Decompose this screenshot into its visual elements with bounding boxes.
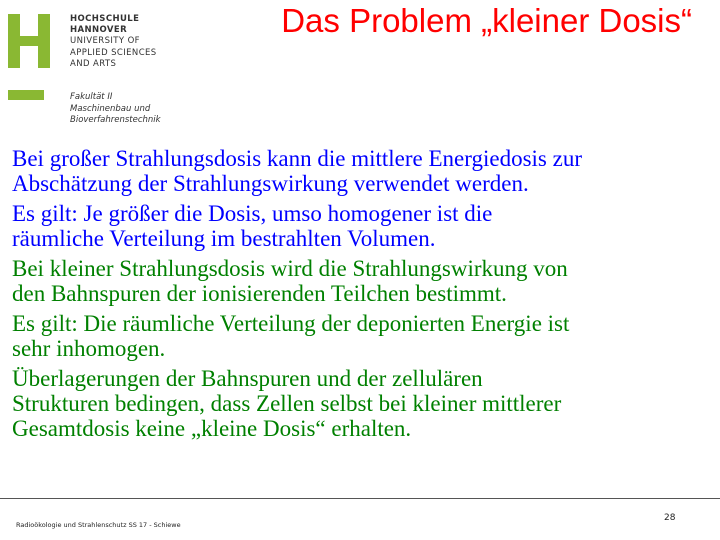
paragraph-large-dose xyxy=(12,146,718,196)
institution-name xyxy=(70,14,157,70)
paragraph-overlap xyxy=(12,366,718,442)
institution-line: AND ARTS xyxy=(70,58,117,69)
text-line: Bei kleiner Strahlungsdosis wird die Strahlungswirkung von xyxy=(12,255,568,281)
institution-line: HOCHSCHULE xyxy=(70,14,140,24)
text-line: Es gilt: Je größer die Dosis, umso homogener ist die xyxy=(12,200,493,226)
institution-line: HANNOVER xyxy=(70,25,128,36)
footer-divider xyxy=(0,498,720,499)
paragraph-small-dose xyxy=(12,256,718,306)
slide-body xyxy=(12,146,718,446)
text-line: Abschätzung der Strahlungswirkung verwendet werden. xyxy=(12,171,529,197)
institution-line: UNIVERSITY OF xyxy=(70,36,140,47)
institution-line: APPLIED SCIENCES xyxy=(70,47,157,58)
faculty-line: Bioverfahrenstechnik xyxy=(70,115,161,126)
text-line: Bei großer Strahlungsdosis kann die mittlere Energiedosis zur xyxy=(12,146,582,171)
faculty-line: Fakultät II xyxy=(70,92,113,102)
text-line: den Bahnspuren der ionisierenden Teilchen bestimmt. xyxy=(12,281,507,307)
text-line: Es gilt: Die räumliche Verteilung der deponierten Energie ist xyxy=(12,310,570,336)
footer-course: Radioökologie und Strahlenschutz SS 17 - Schiewe xyxy=(16,521,181,529)
hochschule-h-logo-icon xyxy=(8,14,56,102)
slide-title: Das Problem „kleiner Dosis“ xyxy=(281,2,692,39)
page-number: 28 xyxy=(664,513,676,523)
text-line: Überlagerungen der Bahnspuren und der zellulären xyxy=(12,365,483,391)
text-line: sehr inhomogen. xyxy=(12,335,166,361)
faculty-line: Maschinenbau und xyxy=(70,103,151,114)
faculty-name xyxy=(70,92,161,127)
text-line: räumliche Verteilung im bestrahlten Volumen. xyxy=(12,226,436,252)
university-logo xyxy=(0,0,180,135)
paragraph-small-dose-rule xyxy=(12,311,718,361)
text-line: Gesamtdosis keine „kleine Dosis“ erhalten. xyxy=(12,416,412,442)
text-line: Strukturen bedingen, dass Zellen selbst bei kleiner mittlerer xyxy=(12,390,562,416)
paragraph-large-dose-rule xyxy=(12,201,718,251)
